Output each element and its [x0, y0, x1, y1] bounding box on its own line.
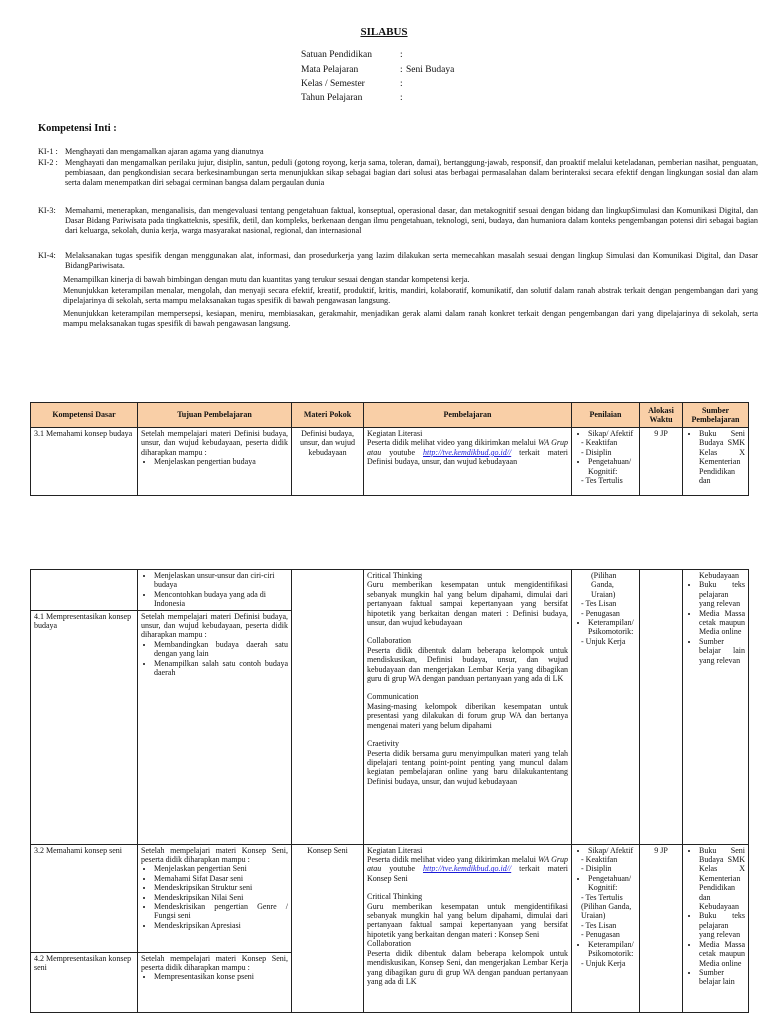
sumber-item: • Buku teks pelajaran yang relevan	[699, 911, 745, 939]
meta-colon: :	[400, 93, 403, 103]
ki-item	[38, 206, 758, 236]
header-pembelajaran: Pembelajaran	[364, 403, 572, 428]
kd-cell: 4.2 Mempresentasikan konsep seni	[31, 952, 138, 1012]
sumber-item: • Media Massa cetak maupun Media online	[699, 940, 745, 968]
penilaian-cell	[572, 570, 640, 845]
tve-link[interactable]: http://tve.kemdikbud.go.id//	[422, 864, 512, 874]
tp-item: • Mendeskripsikan Nilai Seni	[154, 893, 288, 902]
sumber-item: • Sumber belajar lain	[699, 968, 745, 987]
pen-item: - Tes Lisan	[581, 599, 617, 609]
ki-label: KI-2 :	[38, 158, 58, 167]
sumber-cell	[683, 428, 749, 496]
sumber-item: • Media Massa cetak maupun Media online	[699, 609, 745, 637]
pb-text	[367, 438, 568, 466]
tp-cell	[138, 952, 292, 1012]
ki-item	[38, 251, 758, 271]
table-row	[31, 570, 749, 611]
pembelajaran-cell	[364, 570, 572, 845]
ki-item	[38, 158, 758, 188]
meta-label: Satuan Pendidikan	[301, 50, 372, 60]
pen-afektif: • Sikap/ Afektif	[588, 846, 636, 855]
meta-label: Mata Pelajaran	[301, 65, 359, 75]
pen-psikomotorik: • Keterampilan/ Psikomotorik:	[588, 940, 636, 959]
pen-afektif: • Sikap/ Afektif	[588, 429, 636, 438]
ki-label: KI-4:	[38, 251, 56, 260]
tp-intro: Setelah mempelajari materi Konsep Seni, peserta didik diharapkan mampu :	[141, 953, 288, 973]
tp-item: • Mendeskripsikan Struktur seni	[154, 883, 288, 892]
materi-cell: Konsep Seni	[292, 844, 364, 1012]
sumber-item: • Buku teks pelajaran yang relevan	[699, 580, 745, 608]
pen-item: (Pilihan Ganda, Uraian)	[591, 571, 617, 599]
pb-text-2: terkait materi Konsep Seni	[367, 864, 569, 883]
pb-text	[367, 855, 568, 883]
tp-intro: Setelah mempelajari materi Definisi budaya, unsur, dan wujud kebudayaan, peserta didik diharapkan mampu :	[141, 429, 288, 457]
kd-cell: 3.2 Memahami konsep seni	[31, 844, 138, 952]
kd-cell	[31, 570, 138, 611]
header-kompetensi-dasar: Kompetensi Dasar	[31, 403, 138, 428]
header-sumber-pembelajaran: Sumber Pembelajaran	[683, 403, 749, 428]
tp-item: • Mencontohkan budaya yang ada di Indonesia	[154, 590, 288, 609]
pb-text: Masing-masing kelompok diberikan kesempatan untuk presentasi yang dilakukan di forum grup WA dan bertanya mengenai materi yang belum dipahami	[367, 701, 568, 730]
ki-label: KI-3:	[38, 206, 56, 215]
meta-label: Kelas / Semester	[301, 79, 365, 89]
pb-wa: WA Grup atau	[367, 855, 568, 874]
pb-heading: Collaboration	[367, 636, 411, 646]
penilaian-cell	[572, 428, 640, 496]
pb-heading: Critical Thinking	[367, 571, 423, 580]
sumber-cont: Kebudayaan	[699, 571, 739, 580]
sumber-item: • Buku Seni Budaya SMK Kelas X Kementerian Pendidikan dan	[699, 429, 745, 485]
pen-kognitif: • Pengetahuan/ Kognitif:	[588, 874, 636, 893]
tp-item: • Mendeskripsikan Apresiasi	[154, 921, 288, 930]
tp-intro: Setelah mempelajari materi Definisi budaya, unsur, dan wujud kebudayaan, peserta didik diharapkan mampu :	[141, 611, 288, 640]
pb-wa: WA Grup atau	[367, 438, 568, 457]
penilaian-cell	[572, 844, 640, 1012]
sumber-item: • Sumber belajar lain yang relevan	[699, 637, 745, 665]
meta-row	[301, 65, 454, 76]
pen-item: - Tes Lisan	[581, 920, 617, 930]
pen-item: - Unjuk Kerja	[581, 636, 626, 646]
tp-item: • Menjelaskan pengertian Seni	[154, 864, 288, 873]
sumber-cell	[683, 844, 749, 1012]
pembelajaran-cell	[364, 428, 572, 496]
pen-item: - Disiplin	[581, 447, 612, 457]
pen-item: - Keaktifan	[581, 438, 618, 448]
waktu-cell: 9 JP	[640, 844, 683, 1012]
syllabus-table-page2	[30, 569, 749, 1013]
table-row	[31, 844, 749, 952]
pb-text: Peserta didik dibentuk dalam beberapa kelompok untuk mendiskusikan, Definisi budaya, unsur, dan wujud kebudayaan dan mengerjakan Lembar Kerja yang dibagikan guru di grup WA dengan panduan pertanyaan yang ada di LK	[367, 645, 568, 684]
table-header-row	[31, 403, 749, 428]
tp-cell	[138, 428, 292, 496]
pb-heading: Collaboration	[367, 939, 411, 949]
table-row	[31, 428, 749, 496]
meta-row	[301, 50, 406, 61]
pen-item: - Penugasan	[581, 930, 620, 940]
header-alokasi-waktu: Alokasi Waktu	[640, 403, 683, 428]
materi-cell: Definisi budaya, unsur, dan wujud kebudayaan	[292, 428, 364, 496]
ki4-paragraph: Menampilkan kinerja di bawah bimbingan dengan mutu dan kuantitas yang terukur sesuai dengan standar kompetensi kerja.	[63, 275, 470, 284]
pb-text-1: Peserta didik melihat video yang dikirimkan melalui	[367, 855, 536, 865]
tp-item: • Membandingkan budaya daerah satu dengan yang lain	[154, 640, 288, 659]
ki4-paragraph: Menunjukkan keterampilan menalar, mengolah, dan menyaji secara efektif, kreatif, produktif, kritis, mandiri, kolaboratif, komunikatif, dan solutif dalam ranah abstrak terkait dengan pengembangan dari yang dipelajarinya di sekolah, serta mampu melaksanakan tugas spesifik di bawah pengawasan langsung.	[63, 286, 758, 305]
ki4-paragraph: Menunjukkan keterampilan mempersepsi, kesiapan, meniru, membiasakan, gerakmahir, menjadikan gerak alami dalam ranah konkret terkait dengan pengembangan dari yang dipelajarinya di sekolah, serta mampu melaksanakan tugas spesifik di bawah pengawasan langsung.	[63, 309, 758, 328]
ki-text: Memahami, menerapkan, menganalisis, dan mengevaluasi tentang pengetahuan faktual, konseptual, operasional dasar, dan metakognitif sesuai dengan bidang dan lingkupSimulasi dan Komunikasi Digital, dan Dasar Bidang Pariwisata pada tingkatteknis, spesifik, detil, dan kompleks, berkenaan dengan ilmu pengetahuan, teknologi, seni, budaya, dan humaniora dalam konteks pengembangan potensi diri sebagai bagian dari keluarga, sekolah, dunia kerja, warga masyarakat nasional, regional, dan internasional	[65, 206, 758, 235]
pen-item: - Keaktifan	[581, 855, 618, 865]
materi-cell	[292, 570, 364, 845]
pen-psikomotorik: • Keterampilan/ Psikomotorik:	[588, 618, 636, 637]
ki-text: Menghayati dan mengamalkan ajaran agama yang dianutnya	[65, 147, 264, 156]
pen-item: - Disiplin	[581, 864, 612, 874]
header-penilaian: Penilaian	[572, 403, 640, 428]
tp-item: • Mempresentasikan konse pseni	[154, 972, 288, 981]
pen-item: - Tes Tertulis	[581, 476, 623, 486]
ki-text: Melaksanakan tugas spesifik dengan menggunakan alat, informasi, dan prosedurkerja yang lazim dilakukan serta memecahkan masalah sesuai dengan lingkup Simulasi dan Komunikasi Digital, dan Dasar BidangPariwisata.	[65, 251, 758, 270]
tp-intro: Setelah mempelajari materi Konsep Seni, peserta didik diharapkan mampu :	[141, 845, 288, 865]
pb-text: Peserta didik bersama guru menyimpulkan materi yang telah dipelajari tentang point-point penting yang muncul dalam kegiatan pembelajaran online yang baru dilakukantentang Definisi budaya, unsur, dan wujud kebudayaan	[367, 748, 568, 786]
pb-yt: youtube	[389, 447, 415, 457]
pen-item: - Penugasan	[581, 608, 620, 618]
syllabus-table-page1	[30, 402, 749, 496]
pb-heading: Kegiatan Literasi	[367, 845, 423, 855]
ki-item	[38, 147, 758, 157]
pen-item: - Tes Tertulis (Pilihan Ganda, Uraian)	[581, 892, 632, 921]
tp-item: • Menampilkan salah satu contoh budaya daerah	[154, 659, 288, 678]
pb-heading: Craetivity	[367, 739, 399, 749]
kd-cell: 3.1 Memahami konsep budaya	[31, 428, 138, 496]
meta-label: Tahun Pelajaran	[301, 93, 363, 103]
pb-heading: Critical Thinking	[367, 892, 423, 902]
pembelajaran-cell	[364, 844, 572, 1012]
tp-item: • Menjelaskan unsur-unsur dan ciri-ciri budaya	[154, 571, 288, 590]
sumber-cell	[683, 570, 749, 845]
tp-cell	[138, 570, 292, 611]
tve-link[interactable]: http://tve.kemdikbud.go.id//	[422, 447, 512, 457]
pb-text: Guru memberikan kesempatan untuk mengidentifikasi sebanyak mungkin hal yang belum dipahami, dimulai dari pertanyaan faktual sampai kepertanyaan yang bersifat hipotetik yang berkaitan dengan materi : Konsep Seni	[367, 901, 568, 939]
pen-item: - Unjuk Kerja	[581, 958, 626, 968]
tp-cell	[138, 844, 292, 952]
pen-kognitif: • Pengetahuan/ Kognitif:	[588, 457, 636, 476]
pb-text: Peserta didik dibentuk dalam beberapa kelompok untuk mendiskusikan, Konsep Seni, dan mengerjakan Lembar Kerja yang dibagikan guru di grup WA dengan panduan pertanyaan yang ada di LK	[367, 948, 568, 986]
pb-text-1: Peserta didik melihat video yang dikirimkan melalui	[367, 438, 536, 448]
meta-colon: :	[400, 79, 403, 89]
pb-text: Guru memberikan kesempatan untuk mengidentifikasi sebanyak mungkin hal yang belum dipahami, dimulai dari pertanyaan faktual sampai kepertanyaan yang bersifat hipotetik yang berkaitan dengan materi : Definisi budaya, unsur, dan wujud kebudayaan	[367, 580, 568, 628]
pb-text-2: terkait materi Definisi budaya, unsur, dan wujud kebudayaan	[367, 447, 569, 467]
meta-row	[301, 93, 406, 104]
tp-item: • Menjelaskan pengertian budaya	[154, 457, 288, 466]
waktu-cell	[640, 570, 683, 845]
kd-cell: 4.1 Mempresentasikan konsep budaya	[31, 610, 138, 844]
tp-item: • Mendeskrisikan pengertian Genre / Fungsi seni	[154, 902, 288, 921]
pb-yt: youtube	[389, 864, 415, 874]
meta-colon: :	[400, 65, 403, 75]
ki-label: KI-1 :	[38, 147, 58, 156]
pb-heading: Kegiatan Literasi	[367, 429, 423, 438]
header-materi-pokok: Materi Pokok	[292, 403, 364, 428]
tp-cell	[138, 610, 292, 844]
document-title: SILABUS	[360, 26, 408, 38]
tp-item: • Memahami Sifat Dasar seni	[154, 874, 288, 883]
pb-heading: Communication	[367, 692, 419, 702]
waktu-cell: 9 JP	[640, 428, 683, 496]
header-tujuan-pembelajaran: Tujuan Pembelajaran	[138, 403, 292, 428]
ki-text: Menghayati dan mengamalkan perilaku jujur, disiplin, santun, peduli (gotong royong, kerja sama, toleran, damai), bertanggung-jawab, responsif, dan proaktif melalui keteladanan, pemberian nasihat, penguatan, pembiasaan, dan pengkondisian secara berkesinambungan serta menunjukkan sikap sebagai bagian dari solusi atas berbagai permasalahan dalam berinteraksi secara efektif dengan lingkungan sosial dan alam serta dalam menempatkan diri sebagai cerminan bangsa dalam pergaulan dunia	[65, 158, 758, 187]
meta-value: Seni Budaya	[406, 65, 455, 75]
meta-row	[301, 79, 406, 90]
ki-heading: Kompetensi Inti :	[38, 123, 117, 134]
sumber-item: • Buku Seni Budaya SMK Kelas X Kementerian Pendidikan dan Kebudayaan	[699, 846, 745, 912]
meta-colon: :	[400, 50, 403, 60]
